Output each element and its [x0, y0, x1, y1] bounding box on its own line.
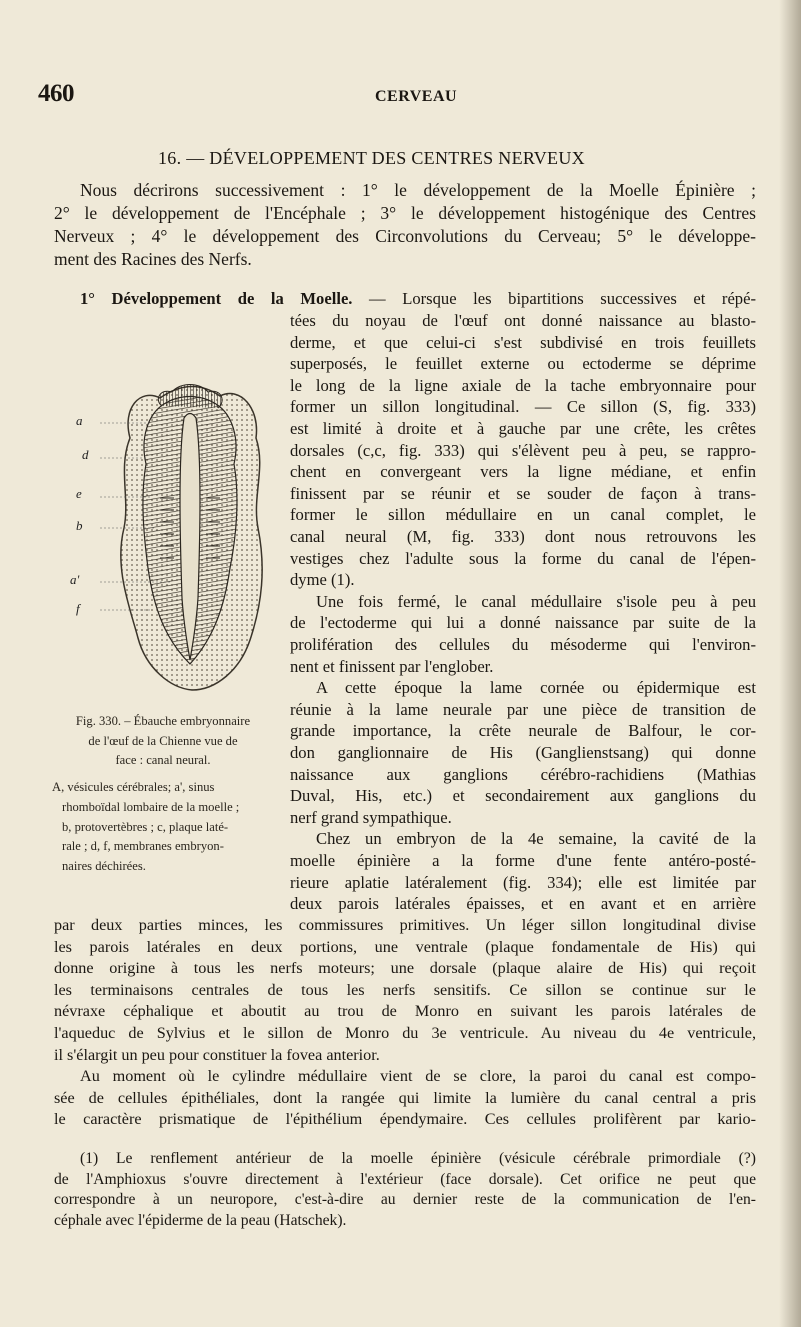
intro-line: Nous décrirons successivement : 1° le développement de la Moelle Épinière ; [80, 180, 756, 200]
caption-line: b, protovertèbres ; c, plaque laté- [62, 819, 229, 834]
footnote-line: correspondre à un neuropore, c'est-à-dire au dernier reste de la communication de l'en- [54, 1191, 756, 1208]
caption-line: rhomboïdal lombaire de la moelle ; [62, 799, 240, 814]
text-line: canal neural (M, fig. 333) dont nous retrouvons les [290, 527, 756, 546]
text-line: former un sillon longitudinal. — Ce sillon (S, fig. 333) [290, 397, 756, 417]
text-line: rieure aplatie latéralement (fig. 334); elle est limitée par [290, 872, 756, 892]
caption-line: rale ; d, f, membranes embryon- [62, 839, 224, 854]
text-line: moelle épinière a la forme d'une fente antéro-posté- [290, 851, 756, 870]
figure-label-a: a [76, 413, 83, 428]
page-edge-shadow [779, 0, 801, 1327]
text-line: naissance aux ganglions cérébro-rachidiens (Mathias [290, 764, 756, 784]
text-line: Au moment où le cylindre médullaire vient de se clore, la paroi du canal est compo- [80, 1067, 756, 1086]
text-line: grande importance, la crête neurale de Balfour, le cor- [290, 721, 756, 741]
text-line: chent en convergeant vers la ligne médiane, et enfin [290, 462, 756, 482]
intro-line: ment des Racines des Nerfs. [54, 249, 252, 269]
text-line: réunie à la lame neurale par une pièce de transition de [290, 699, 756, 719]
footnote-line: céphale avec l'épiderme de la peau (Hatschek). [54, 1211, 347, 1229]
text-line: névraxe céphalique et aboutit au trou de Monro en suivant les parois latérales de [54, 1002, 756, 1021]
text-line: le long de la ligne axiale de la tache embryonnaire pour [290, 375, 756, 395]
footnote-line: de l'Amphioxus s'ouvre directement à l'extérieur (face dorsale). Cet orifice ne peut que [54, 1170, 756, 1188]
text-line: finissent par se réunir et se souder de façon à trans- [290, 483, 756, 503]
intro-line: 2° le développement de l'Encéphale ; 3° le développement histogénique des Centres [54, 203, 756, 223]
text-line: les parois latérales en deux portions, une ventrale (plaque fondamentale de His) qui [54, 937, 756, 956]
embryo-illustration [100, 378, 282, 696]
text-line: est limité à droite et à gauche par une crête, les crêtes [290, 419, 756, 438]
caption-line: A, vésicules cérébrales; a', sinus [52, 780, 215, 795]
embryo-figure [70, 378, 282, 696]
footnote-line: (1) Le renflement antérieur de la moelle épinière (vésicule cérébrale primordiale (?) [80, 1150, 756, 1167]
caption-line: de l'œuf de la Chienne vue de [88, 733, 238, 748]
text-line: nerf grand sympathique. [290, 807, 452, 827]
text-line: dyme (1). [290, 570, 355, 590]
section-title: 16. — DÉVELOPPEMENT DES CENTRES NERVEUX [158, 148, 585, 168]
text-line: don ganglionnaire de His (Ganglienstsang) qui donne [290, 743, 756, 762]
text-line: A cette époque la lame cornée ou épidermique est [316, 678, 756, 698]
page-number: 460 [38, 80, 74, 107]
text-line: Une fois fermé, le canal médullaire s'isole peu à peu [316, 591, 756, 611]
text-line: prolifération des cellules du mésoderme qui l'environ- [290, 635, 756, 654]
text-line: superposés, le feuillet externe ou ectoderme se déprime [290, 354, 756, 374]
figure-label-f: f [76, 601, 80, 616]
lead-text: — Lorsque les bipartitions successives et répé- [352, 289, 756, 308]
figure-caption [52, 712, 274, 877]
caption-line: naires déchirées. [62, 858, 146, 873]
intro-line: Nerveux ; 4° le développement des Circonvolutions du Cerveau; 5° le développe- [54, 226, 756, 246]
subsection-heading: 1° Développement de la Moelle. [80, 289, 353, 308]
text-line: former le sillon médullaire en un canal complet, le [290, 505, 756, 525]
figure-label-d: d [82, 447, 89, 462]
text-line: sée de cellules épithéliales, dont la rangée qui limite la lumière du canal central a pris [54, 1088, 756, 1107]
text-line: deux parois latérales épaisses, et en avant et en arrière [290, 894, 756, 914]
caption-line: Fig. 330. – Ébauche embryonnaire [75, 714, 251, 728]
text-line: Chez un embryon de la 4e semaine, la cavité de la [316, 829, 756, 849]
figure-label-e: e [76, 486, 82, 501]
running-title: CERVEAU [375, 88, 458, 105]
text-line: les terminaisons centrales de tous les nerfs sensitifs. Ce sillon se continue sur le [54, 980, 756, 999]
text-line: l'aqueduc de Sylvius et le sillon de Monro du 3e ventricule. Au niveau du 4e ventricule, [54, 1024, 756, 1042]
text-line: vestiges chez l'adulte sous la forme du canal de l'épen- [290, 548, 756, 568]
text-line: nent et finissent par l'englober. [290, 656, 494, 676]
text-line: de l'ectoderme qui lui a donné naissance par suite de la [290, 613, 756, 633]
text-line: donne origine à tous les nerfs moteurs; une dorsale (plaque alaire de His) qui reçoit [54, 959, 756, 978]
text-line: derme, et que celui-ci s'est subdivisé en trois feuillets [290, 332, 756, 352]
text-line: le caractère prismatique de l'épithélium épendymaire. Ces cellules prolifèrent par kario- [54, 1110, 756, 1129]
text-line: par deux parties minces, les commissures primitives. Un léger sillon longitudinal divise [54, 916, 756, 934]
caption-line: face : canal neural. [115, 753, 211, 768]
figure-label-a-prime: a' [70, 572, 80, 587]
text-line: tées du noyau de l'œuf ont donné naissance au blasto- [290, 311, 756, 330]
text-line: il s'élargit un peu pour constituer la fovea anterior. [54, 1045, 380, 1064]
subsection-lead-line [80, 289, 756, 309]
text-line: dorsales (c,c, fig. 333) qui s'élèvent peu à peu, se rappro- [290, 440, 756, 460]
figure-label-b: b [76, 518, 83, 533]
text-line: Duval, His, etc.) et secondairement aux ganglions du [290, 786, 756, 806]
